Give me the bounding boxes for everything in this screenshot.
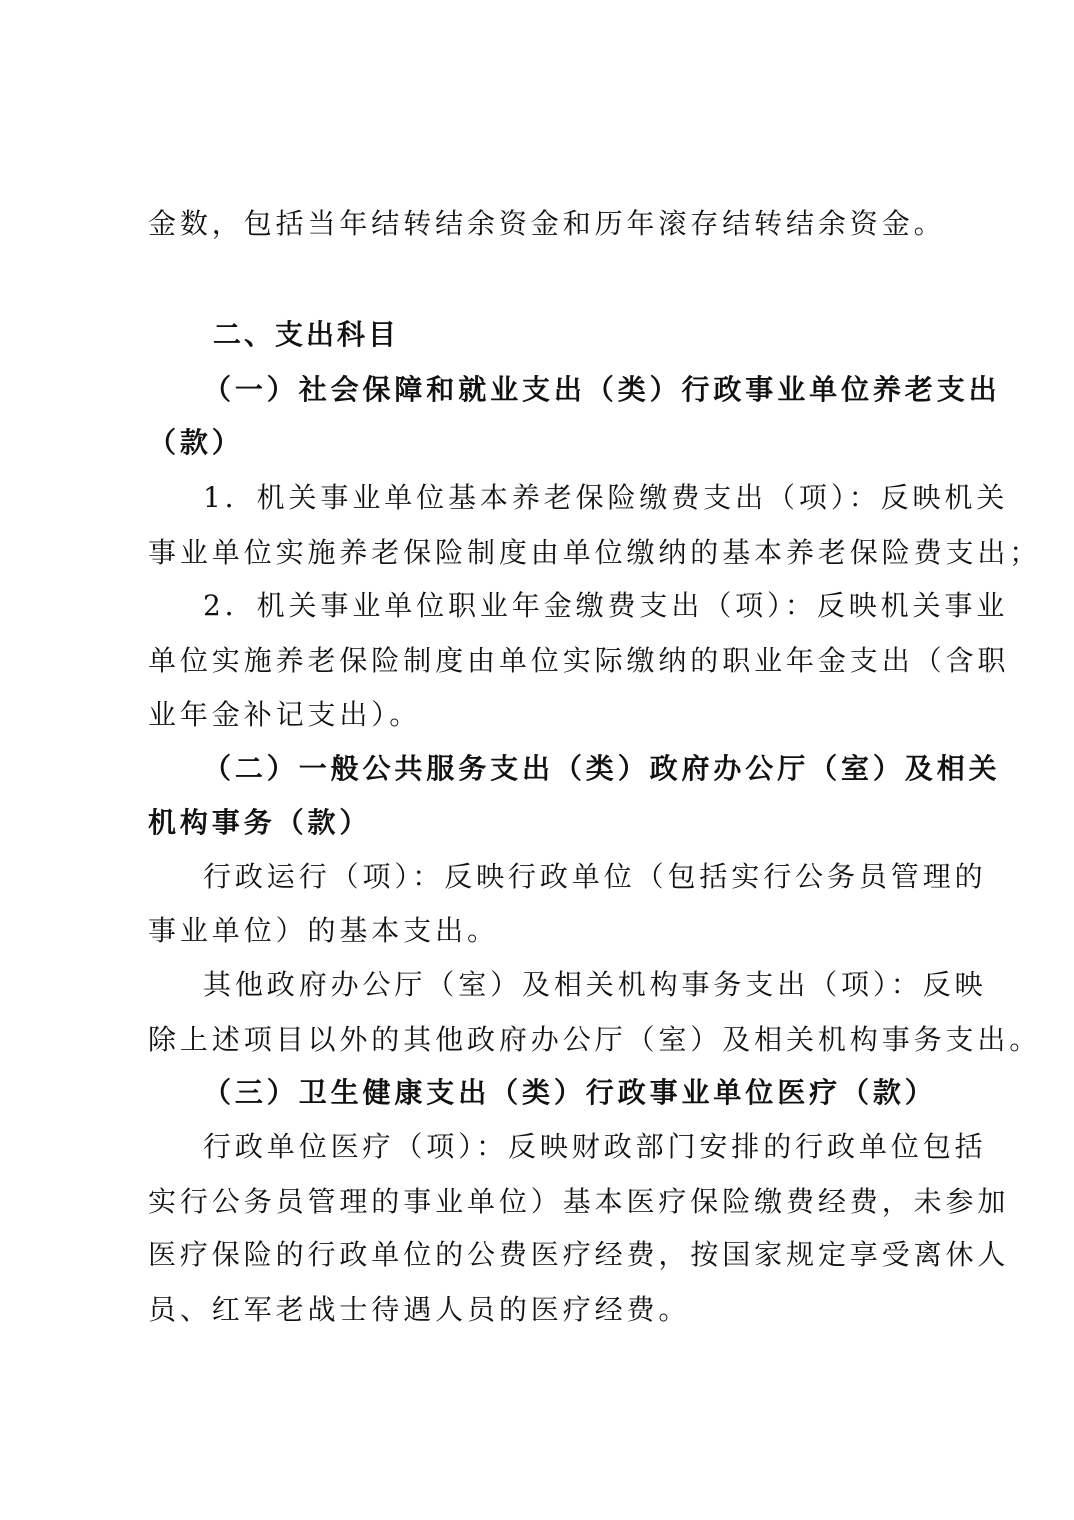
- sub1-item1-line2: 事业单位实施养老保险制度由单位缴纳的基本养老保险费支出；: [148, 536, 1042, 569]
- sub3-item1-line3: 医疗保险的行政单位的公费医疗经费，按国家规定享受离休人: [148, 1238, 1010, 1271]
- sub3-title-line1: （三）卫生健康支出（类）行政事业单位医疗（款）: [203, 1076, 937, 1109]
- section-title: 二、支出科目: [213, 318, 400, 351]
- sub2-item2-line2: 除上述项目以外的其他政府办公厅（室）及相关机构事务支出。: [148, 1023, 1042, 1056]
- sub1-item2-line2: 单位实施养老保险制度由单位实际缴纳的职业年金支出（含职: [148, 644, 1010, 677]
- sub3-item1-line2: 实行公务员管理的事业单位）基本医疗保险缴费经费，未参加: [148, 1185, 1010, 1218]
- sub2-title-line1: （二）一般公共服务支出（类）政府办公厅（室）及相关: [203, 752, 1001, 785]
- sub1-item1-line1: 1．机关事业单位基本养老保险缴费支出（项）：反映机关: [203, 481, 1009, 514]
- sub2-item1-line2: 事业单位）的基本支出。: [148, 914, 499, 947]
- intro-tail-text: 金数，包括当年结转结余资金和历年滚存结转结余资金。: [148, 207, 946, 240]
- sub1-title-line1: （一）社会保障和就业支出（类）行政事业单位养老支出: [203, 373, 1001, 406]
- sub2-item2-line1: 其他政府办公厅（室）及相关机构事务支出（项）：反映: [203, 968, 987, 1001]
- sub3-item1-line1: 行政单位医疗（项）：反映财政部门安排的行政单位包括: [203, 1130, 987, 1163]
- sub1-item2-line1: 2．机关事业单位职业年金缴费支出（项）：反映机关事业: [203, 589, 1009, 622]
- sub3-item1-line4: 员、红军老战士待遇人员的医疗经费。: [148, 1293, 691, 1326]
- sub1-title-line2: （款）: [148, 426, 244, 459]
- sub1-item2-line3: 业年金补记支出）。: [148, 698, 422, 731]
- sub2-item1-line1: 行政运行（项）：反映行政单位（包括实行公务员管理的: [203, 860, 987, 893]
- sub2-title-line2: 机构事务（款）: [148, 806, 372, 839]
